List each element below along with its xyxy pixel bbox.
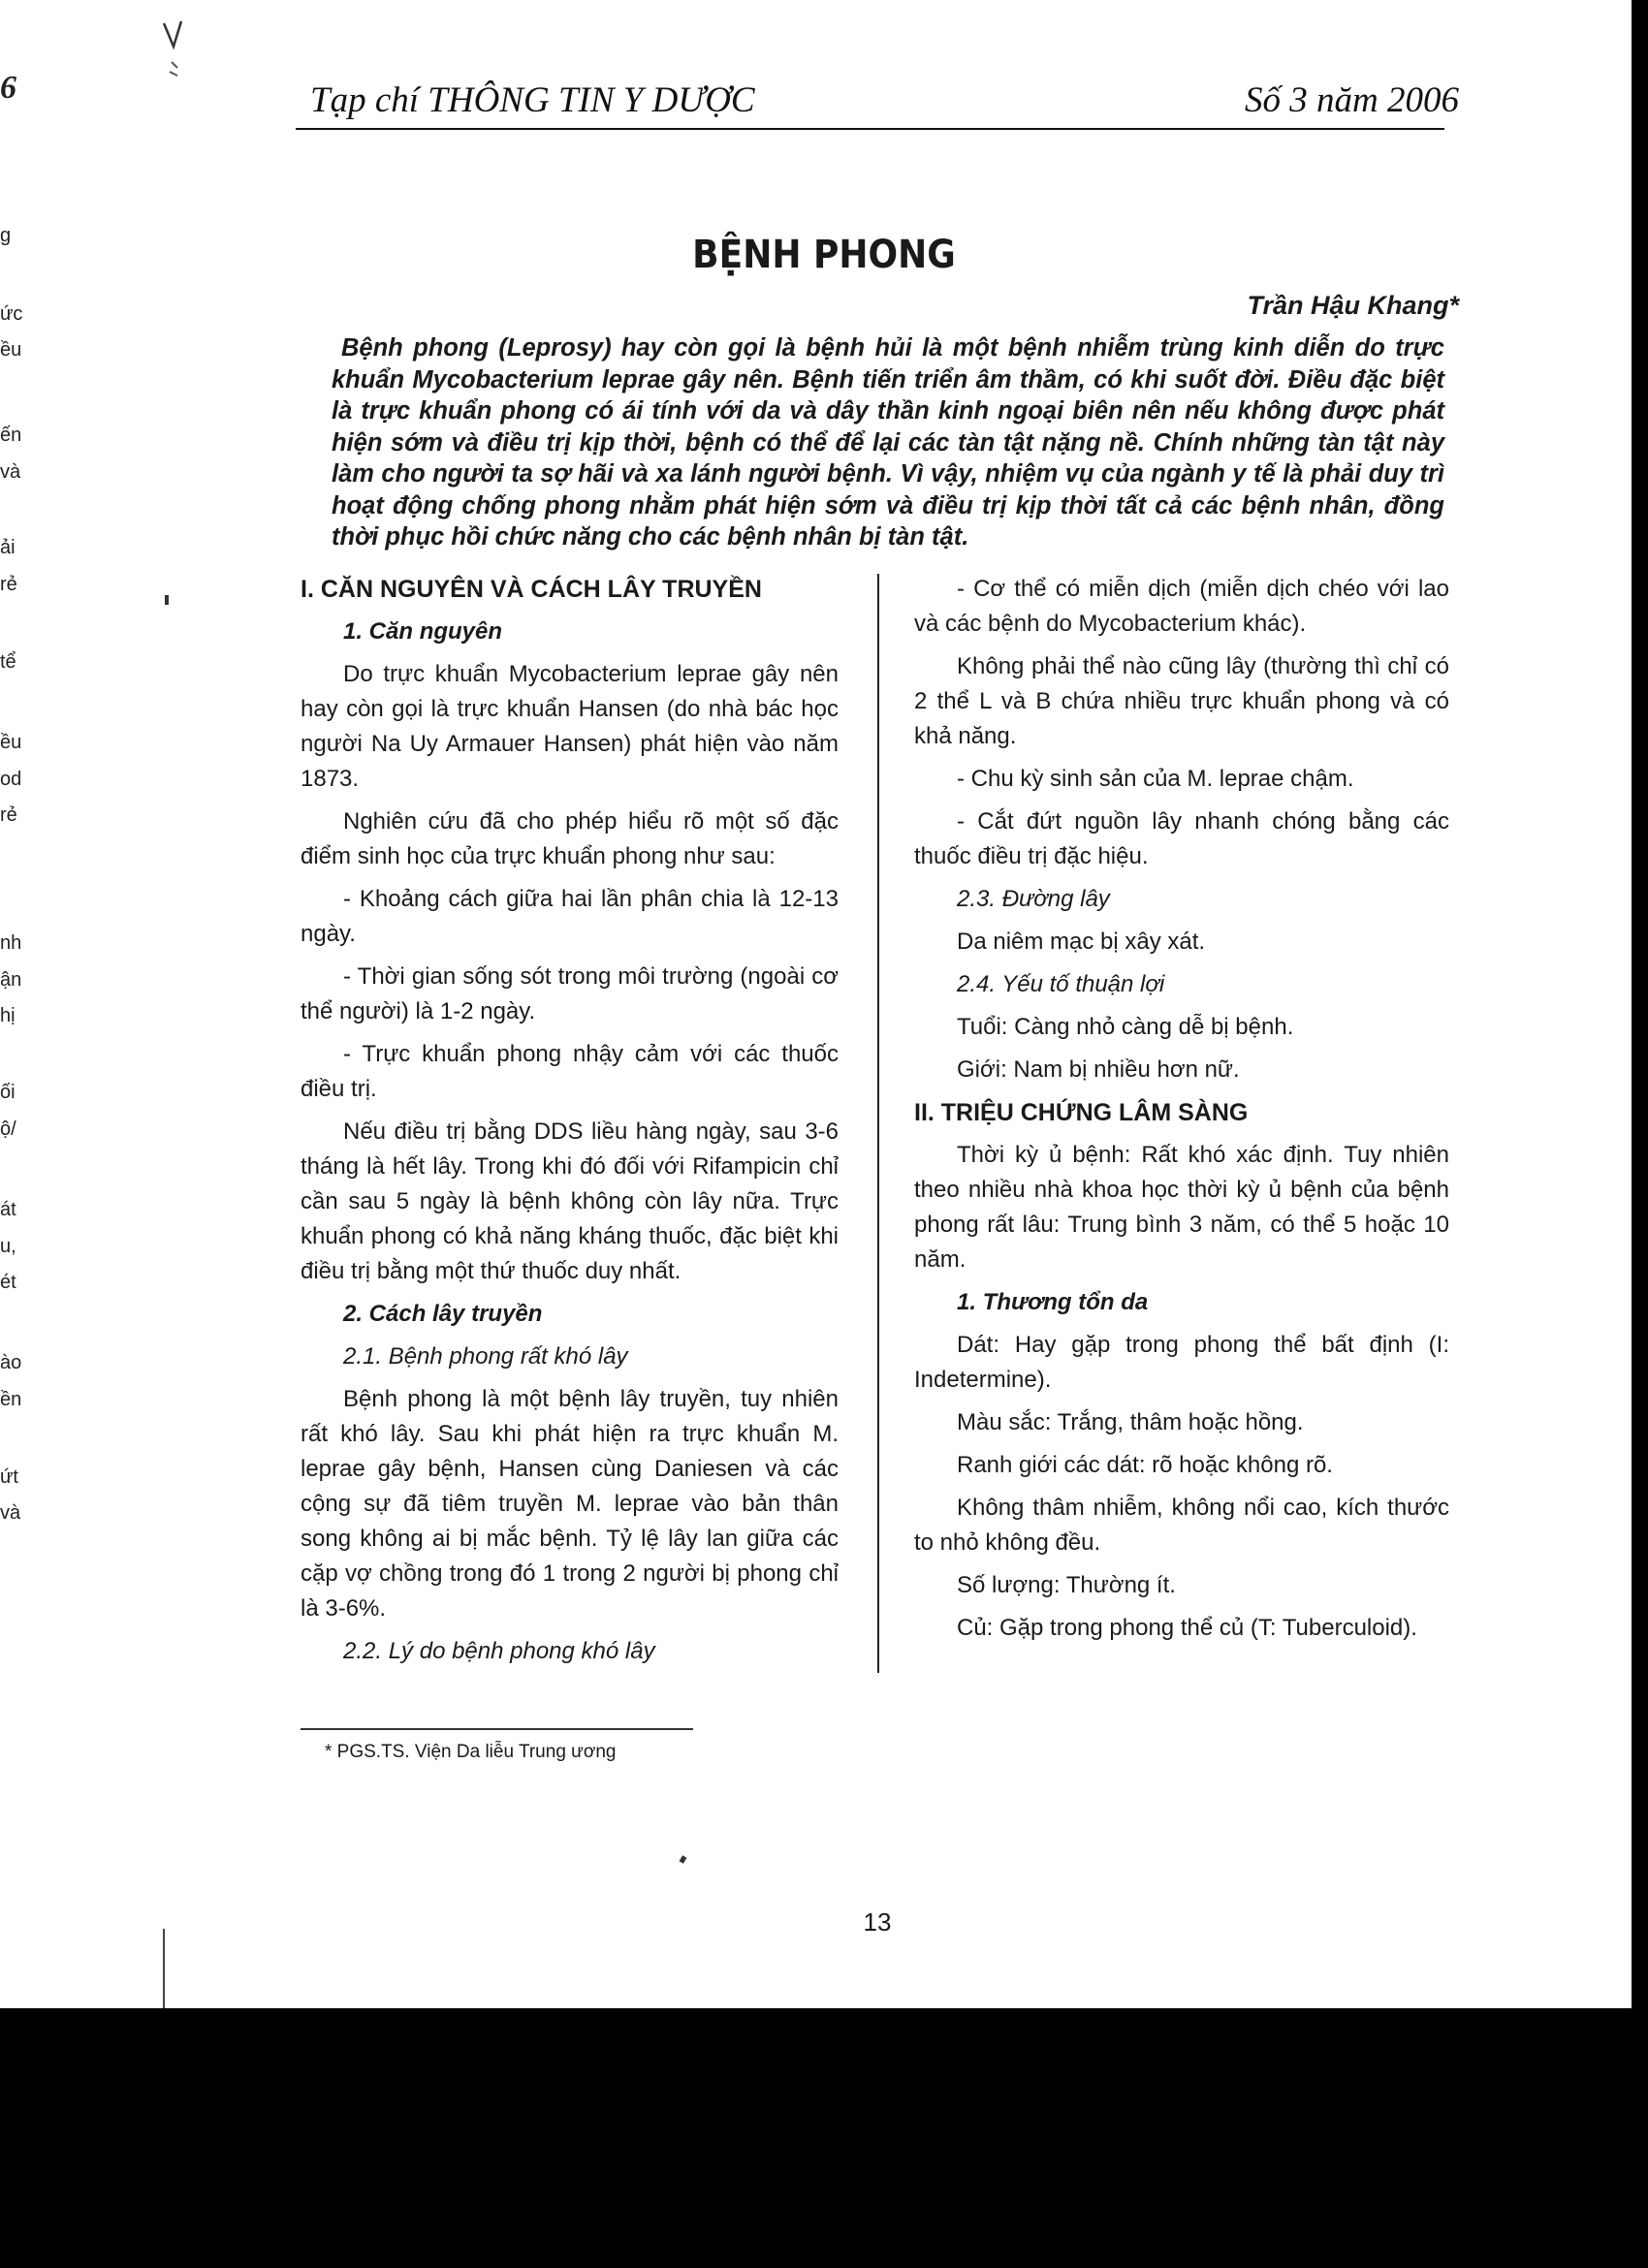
previous-page-line-ending: ến — [0, 425, 22, 446]
subsection-heading: 1. Căn nguyên — [343, 618, 503, 645]
previous-page-line-ending: ét — [0, 1272, 16, 1293]
previous-page-line-ending: ào — [0, 1352, 22, 1373]
scan-speck-mark — [160, 17, 189, 85]
previous-page-line-ending: và — [0, 461, 21, 483]
paragraph: Giới: Nam bị nhiều hơn nữ. — [957, 1056, 1240, 1083]
paragraph: Củ: Gặp trong phong thể củ (T: Tuberculoid). — [957, 1615, 1417, 1641]
scan-border-bottom — [0, 2008, 1648, 2268]
previous-page-line-ending: ều — [0, 732, 22, 753]
paragraph: - Cơ thể có miễn dịch (miễn dịch chéo với lao và các bệnh do Mycobacterium khác). — [914, 576, 1449, 637]
previous-page-line-ending: ền — [0, 1389, 22, 1410]
article-title: BỆNH PHONG — [692, 233, 956, 277]
previous-page-line-ending: rẻ — [0, 804, 17, 826]
paragraph: - Trực khuẩn phong nhậy cảm với các thuốc điều trị. — [301, 1041, 839, 1102]
paragraph: Nếu điều trị bằng DDS liều hàng ngày, sau 3-6 tháng là hết lây. Trong khi đó đối với Rifampicin chỉ cần sau 5 ngày là bệnh không còn lây nữa. Trực khuẩn phong có khả năng kháng thuốc, đặc biệt khi điều trị bằng một thứ thuốc duy nhất. — [301, 1118, 839, 1284]
previous-page-fragment — [0, 0, 21, 2008]
paragraph: Màu sắc: Trắng, thâm hoặc hồng. — [957, 1409, 1304, 1435]
paragraph: Dát: Hay gặp trong phong thể bất định (I: Indetermine). — [914, 1332, 1449, 1393]
paragraph: - Thời gian sống sót trong môi trường (ngoài cơ thể người) là 1-2 ngày. — [301, 963, 839, 1024]
column-divider — [877, 574, 879, 1673]
footnote-rule — [301, 1728, 693, 1730]
previous-page-number: 6 — [0, 70, 16, 106]
previous-page-line-ending: rẻ — [0, 574, 17, 595]
header-rule — [296, 128, 1444, 130]
paragraph: Nghiên cứu đã cho phép hiểu rõ một số đặc điểm sinh học của trực khuẩn phong như sau: — [301, 808, 839, 869]
page-number: 13 — [863, 1907, 892, 1937]
subsubsection-heading: 2.3. Đường lây — [957, 886, 1110, 912]
previous-page-line-ending: ải — [0, 537, 16, 558]
previous-page-line-ending: ứt — [0, 1466, 18, 1488]
subsection-heading: 2. Cách lây truyền — [343, 1301, 543, 1327]
paragraph: Không thâm nhiễm, không nổi cao, kích thước to nhỏ không đều. — [914, 1495, 1449, 1556]
issue-label: Số 3 năm 2006 — [1245, 80, 1459, 120]
paragraph: Thời kỳ ủ bệnh: Rất khó xác định. Tuy nhiên theo nhiều nhà khoa học thời kỳ ủ bệnh của bệnh phong rất lâu: Trung bình 3 năm, có thể 5 hoặc 10 năm. — [914, 1142, 1449, 1273]
scan-speck-mark — [165, 595, 169, 605]
previous-page-line-ending: g — [0, 225, 12, 246]
scan-speck-mark — [680, 1855, 687, 1864]
paragraph: Tuổi: Càng nhỏ càng dễ bị bệnh. — [957, 1014, 1294, 1040]
author-footnote: * PGS.TS. Viện Da liễu Trung ương — [325, 1742, 617, 1762]
paragraph: - Cắt đứt nguồn lây nhanh chóng bằng các thuốc điều trị đặc hiệu. — [914, 808, 1449, 869]
paragraph: - Chu kỳ sinh sản của M. leprae chậm. — [957, 766, 1354, 792]
previous-page-line-ending: u, — [0, 1236, 16, 1257]
previous-page-line-ending: tể — [0, 651, 16, 673]
subsubsection-heading: 2.4. Yếu tố thuận lợi — [957, 971, 1165, 997]
scan-speck-mark — [163, 1929, 165, 2008]
subsubsection-heading: 2.2. Lý do bệnh phong khó lây — [343, 1638, 655, 1664]
previous-page-line-ending: ận — [0, 969, 22, 991]
previous-page-line-ending: ều — [0, 339, 22, 361]
paragraph: Do trực khuẩn Mycobacterium leprae gây nên hay còn gọi là trực khuẩn Hansen (do nhà bác học người Na Uy Armauer Hansen) phát hiện vào năm 1873. — [301, 661, 839, 792]
section-heading: I. CĂN NGUYÊN VÀ CÁCH LÂY TRUYỀN — [301, 576, 762, 603]
previous-page-line-ending: ối — [0, 1082, 16, 1103]
article-author: Trần Hậu Khang* — [1247, 291, 1459, 320]
previous-page-line-ending: od — [0, 769, 22, 790]
section-heading: II. TRIỆU CHỨNG LÂM SÀNG — [914, 1099, 1249, 1126]
paragraph: Không phải thể nào cũng lây (thường thì chỉ có 2 thể L và B chứa nhiều trực khuẩn phong và có khả năng. — [914, 653, 1449, 749]
subsubsection-heading: 2.1. Bệnh phong rất khó lây — [343, 1343, 628, 1370]
left-column — [301, 572, 839, 1677]
previous-page-line-ending: ức — [0, 303, 23, 325]
previous-page-line-ending: nh — [0, 932, 22, 954]
subsection-heading: 1. Thương tổn da — [957, 1289, 1149, 1315]
paragraph: Bệnh phong là một bệnh lây truyền, tuy nhiên rất khó lây. Sau khi phát hiện ra trực khuẩn M. leprae gây bệnh, Hansen cùng Daniesen và các cộng sự đã tiêm truyền M. leprae vào bản thân song không ai bị mắc bệnh. Tỷ lệ lây lan giữa các cặp vợ chồng trong đó 1 trong 2 người bị phong chỉ là 3-6%. — [301, 1386, 839, 1622]
paragraph: Ranh giới các dát: rõ hoặc không rõ. — [957, 1452, 1333, 1478]
paragraph: Số lượng: Thường ít. — [957, 1572, 1176, 1598]
previous-page-line-ending: át — [0, 1199, 16, 1220]
right-column — [914, 572, 1449, 1654]
paragraph: Da niêm mạc bị xây xát. — [957, 929, 1206, 955]
scan-border-right — [1632, 0, 1648, 2008]
previous-page-line-ending: hị — [0, 1005, 16, 1026]
paragraph: - Khoảng cách giữa hai lần phân chia là 12-13 ngày. — [301, 886, 839, 947]
article-abstract: Bệnh phong (Leprosy) hay còn gọi là bệnh hủi là một bệnh nhiễm trùng kinh diễn do trực khuẩn Mycobacterium leprae gây nên. Bệnh tiến triển âm thầm, có khi suốt đời. Điều đặc biệt là trực khuẩn phong có ái tính với da và dây thần kinh ngoại biên nên nếu không được phát hiện sớm và điều trị kịp thời, bệnh có thể để lại các tàn tật nặng nề. Chính những tàn tật này làm cho người ta sợ hãi và xa lánh người bệnh. Vì vậy, nhiệm vụ của ngành y tế là phải duy trì hoạt động chống phong nhằm phát hiện sớm và điều trị kịp thời tất cả các bệnh nhân, đồng thời phục hồi chức năng cho các bệnh nhân bị tàn tật. — [332, 334, 1444, 551]
journal-name: Tạp chí THÔNG TIN Y DƯỢC — [310, 80, 755, 120]
previous-page-line-ending: và — [0, 1502, 21, 1524]
previous-page-line-ending: ộ/ — [0, 1118, 16, 1140]
